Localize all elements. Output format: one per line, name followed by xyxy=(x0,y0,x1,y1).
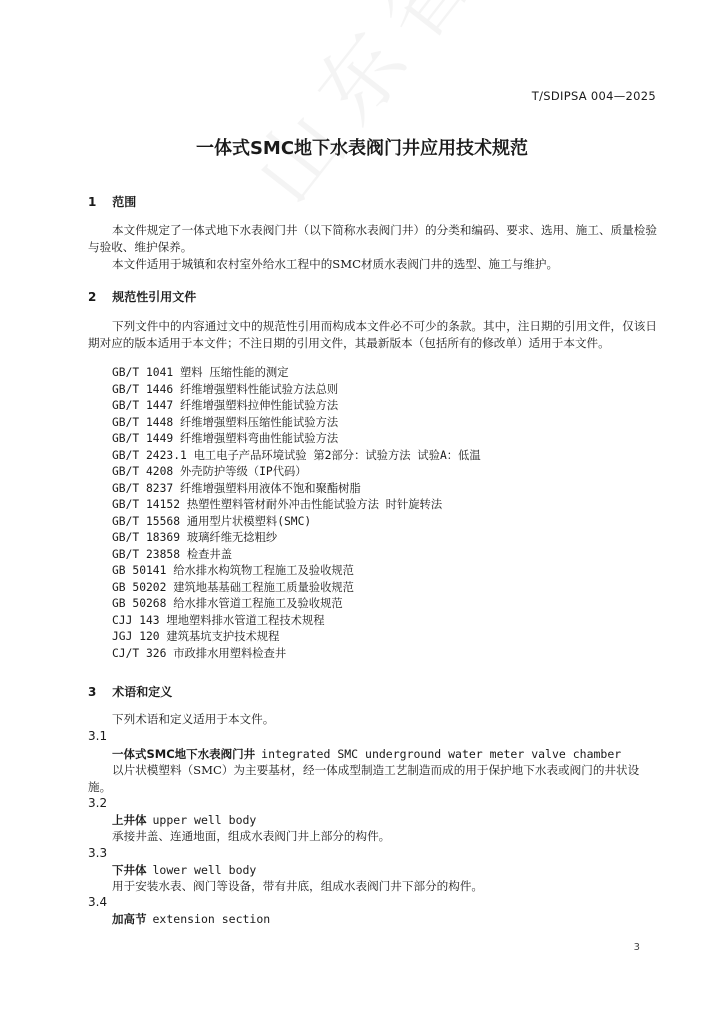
watermark xyxy=(220,0,724,224)
list-item: GB/T 2423.1 电工电子产品环境试验 第2部分：试验方法 试验A：低温 xyxy=(112,448,481,462)
list-item: GB 50268 给水排水管道工程施工及验收规范 xyxy=(112,597,343,610)
section-3-heading xyxy=(88,683,172,700)
section-title: 术语和定义 xyxy=(112,685,173,699)
references-intro: 下列文件中的内容通过文中的规范性引用而构成本文件必不可少的条款。其中，注日期的引用文件，仅该日期对应的版本适用于本文件；不注日期的引用文件，其最新版本（包括所有的修改单）适用于本文件。 xyxy=(88,319,657,350)
term-zh: 上井体 xyxy=(112,813,147,827)
document-title: 一体式SMC地下水表阀门井应用技术规范 xyxy=(195,138,529,159)
list-item: GB/T 15568 通用型片状模塑料(SMC) xyxy=(112,514,312,528)
term-number: 3.2 xyxy=(88,796,108,810)
section-number: 2 xyxy=(88,290,97,304)
page-number: 3 xyxy=(633,942,640,953)
reference-list xyxy=(112,365,481,662)
scope-paragraph-1: 本文件规定了一体式地下水表阀门井（以下简称水表阀门井）的分类和编码、要求、选用、施工、质量检验与验收、维护保养。 xyxy=(88,223,657,254)
section-title: 规范性引用文件 xyxy=(112,290,197,304)
list-item: CJ/T 326 市政排水用塑料检查井 xyxy=(112,646,287,660)
list-item: GB/T 8237 纤维增强塑料用液体不饱和聚酯树脂 xyxy=(112,481,361,495)
list-item: GB/T 23858 检查井盖 xyxy=(112,547,233,561)
term-heading xyxy=(112,862,256,878)
term-en: lower well body xyxy=(152,863,257,877)
term-number: 3.4 xyxy=(88,895,108,909)
list-item: GB/T 1041 塑料 压缩性能的测定 xyxy=(112,366,289,379)
term-definition: 用于安装水表、阀门等设备，带有井底，组成水表阀门井下部分的构件。 xyxy=(112,879,484,893)
section-title: 范围 xyxy=(112,195,137,209)
list-item: GB/T 1447 纤维增强塑料拉伸性能试验方法 xyxy=(112,399,339,412)
term-heading xyxy=(112,911,270,927)
term-en: integrated SMC underground water meter valve chamber xyxy=(261,747,622,761)
standard-code: T/SDIPSA 004—2025 xyxy=(531,89,656,103)
list-item: GB/T 14152 热塑性塑料管材耐外冲击性能试验方法 时针旋转法 xyxy=(112,498,443,511)
term-zh: 加高节 xyxy=(112,912,147,926)
list-item: GB/T 1449 纤维增强塑料弯曲性能试验方法 xyxy=(112,432,339,445)
section-number: 1 xyxy=(88,195,97,209)
term-en: upper well body xyxy=(152,813,257,827)
scope-paragraph-2: 本文件适用于城镇和农村室外给水工程中的SMC材质水表阀门井的选型、施工与维护。 xyxy=(112,257,559,271)
term-number: 3.1 xyxy=(88,729,108,743)
terms-intro: 下列术语和定义适用于本文件。 xyxy=(112,712,275,726)
list-item: CJJ 143 埋地塑料排水管道工程技术规程 xyxy=(112,613,325,627)
list-item: GB 50141 给水排水构筑物工程施工及验收规范 xyxy=(112,564,354,577)
list-item: GB 50202 建筑地基基础工程施工质量验收规范 xyxy=(112,580,354,594)
list-item: GB/T 1446 纤维增强塑料性能试验方法总则 xyxy=(112,382,339,396)
term-heading xyxy=(112,812,256,828)
term-definition: 以片状模塑料（SMC）为主要基材，经一体成型制造工艺制造而成的用于保护地下水表或阀门的井状设施。 xyxy=(88,763,640,794)
term-zh: 下井体 xyxy=(112,863,147,877)
section-number: 3 xyxy=(88,685,97,699)
term-heading xyxy=(112,746,621,762)
section-2-heading xyxy=(88,288,196,305)
term-definition: 承接井盖、连通地面，组成水表阀门井上部分的构件。 xyxy=(112,829,391,843)
section-1-heading xyxy=(88,193,136,210)
list-item: GB/T 4208 外壳防护等级（IP代码） xyxy=(112,465,307,478)
list-item: GB/T 1448 纤维增强塑料压缩性能试验方法 xyxy=(112,415,339,429)
term-zh: 一体式SMC地下水表阀门井 xyxy=(112,747,256,761)
term-number: 3.3 xyxy=(88,846,108,860)
list-item: JGJ 120 建筑基坑支护技术规程 xyxy=(112,630,280,643)
list-item: GB/T 18369 玻璃纤维无捻粗纱 xyxy=(112,531,278,544)
term-en: extension section xyxy=(152,912,271,926)
